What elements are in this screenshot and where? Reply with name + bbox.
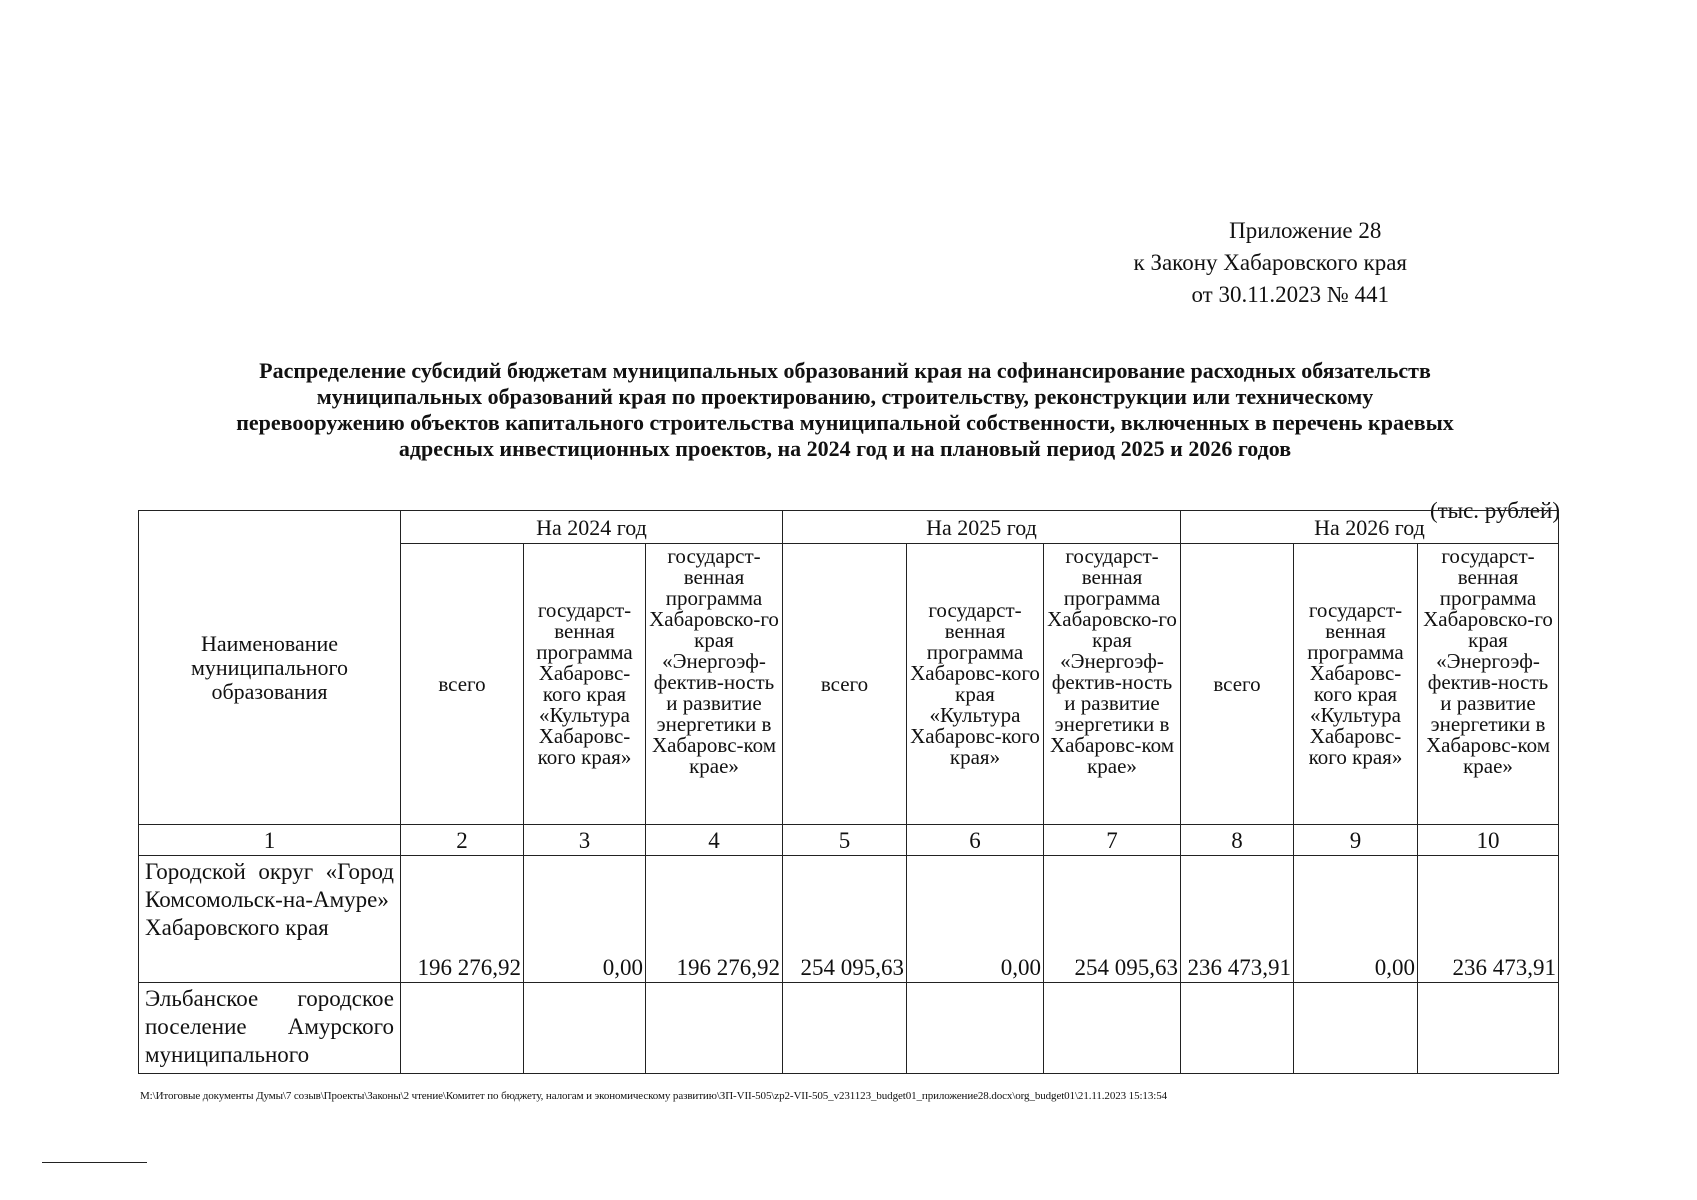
value-cell: 196 276,92	[401, 856, 524, 983]
subheader-total: всего	[783, 544, 907, 825]
subheader-energy-program: государст-венная программа Хабаровско-го края «Энергоэф-фектив-ность и развитие энергетики в Хабаровс-ком крае»	[1418, 544, 1559, 825]
subheader-culture-program: государст-венная программа Хабаровс-кого края «Культура Хабаровс-кого края»	[524, 544, 646, 825]
value-cell: 236 473,91	[1181, 856, 1294, 983]
value-cell	[401, 983, 524, 1074]
value-cell	[1418, 983, 1559, 1074]
subheader-culture-program: государст-венная программа Хабаровс-кого края «Культура Хабаровс-кого края»	[907, 544, 1044, 825]
year-header-2024: На 2024 год	[401, 511, 783, 544]
value-cell: 0,00	[524, 856, 646, 983]
subheader-energy-program: государст-венная программа Хабаровско-го края «Энергоэф-фектив-ность и развитие энергетики в Хабаровс-ком крае»	[1044, 544, 1181, 825]
column-number: 3	[524, 825, 646, 856]
footnote-rule	[42, 1162, 147, 1163]
value-cell	[646, 983, 783, 1074]
column-number: 10	[1418, 825, 1559, 856]
value-cell	[783, 983, 907, 1074]
value-cell: 0,00	[1294, 856, 1418, 983]
appendix-number: Приложение 28	[1229, 218, 1382, 243]
column-number: 1	[139, 825, 401, 856]
column-number: 2	[401, 825, 524, 856]
title-line: Распределение субсидий бюджетам муниципальных образований края на софинансирование расходных обязательств	[259, 358, 1431, 383]
municipality-name: Городской округ «Город Комсомольск-на-Амуре» Хабаровского края	[139, 856, 401, 983]
title-line: адресных инвестиционных проектов, на 2024 год и на плановый период 2025 и 2026 годов	[398, 436, 1292, 461]
subheader-total: всего	[1181, 544, 1294, 825]
title-line: муниципальных образований края по проектированию, строительству, реконструкции или техническому	[316, 384, 1374, 409]
value-cell: 254 095,63	[1044, 856, 1181, 983]
value-cell	[1294, 983, 1418, 1074]
year-header-row	[139, 511, 1559, 544]
subsidy-table	[138, 510, 1559, 1074]
value-cell: 254 095,63	[783, 856, 907, 983]
units-label: (тыс. рублей)	[1429, 498, 1560, 523]
value-cell: 0,00	[907, 856, 1044, 983]
name-column-header: Наименование муниципального образования	[139, 511, 401, 825]
appendix-law-reference: к Закону Хабаровского края	[1133, 250, 1407, 275]
value-cell	[1181, 983, 1294, 1074]
column-number: 9	[1294, 825, 1418, 856]
appendix-date: от 30.11.2023 № 441	[1191, 282, 1390, 307]
value-cell	[907, 983, 1044, 1074]
subheader-total: всего	[401, 544, 524, 825]
year-header-2025: На 2025 год	[783, 511, 1181, 544]
subheader-energy-program: государст-венная программа Хабаровско-го края «Энергоэф-фектив-ность и развитие энергетики в Хабаровс-ком крае»	[646, 544, 783, 825]
value-cell	[524, 983, 646, 1074]
file-path-footer: M:\Итоговые документы Думы\7 созыв\Проекты\Законы\2 чтение\Комитет по бюджету, налогам и экономическому развитию\ЗП-VII-505\zp2-VII-505_v231123_budget01_приложение28.docx\org_budget01\21.11.2023 15:13:54	[140, 1090, 1167, 1102]
value-cell: 236 473,91	[1418, 856, 1559, 983]
document-title	[135, 358, 1555, 462]
appendix-header	[1134, 215, 1407, 311]
column-number: 8	[1181, 825, 1294, 856]
column-number: 6	[907, 825, 1044, 856]
column-number-row	[139, 825, 1559, 856]
title-line: перевооружению объектов капитального строительства муниципальной собственности, включенных в перечень краевых	[236, 410, 1454, 435]
subheader-culture-program: государст-венная программа Хабаровс-кого края «Культура Хабаровс-кого края»	[1294, 544, 1418, 825]
value-cell	[1044, 983, 1181, 1074]
value-cell: 196 276,92	[646, 856, 783, 983]
table-row	[139, 856, 1559, 983]
year-header-2026: На 2026 год	[1181, 511, 1559, 544]
column-number: 7	[1044, 825, 1181, 856]
table-row	[139, 983, 1559, 1074]
column-number: 5	[783, 825, 907, 856]
column-number: 4	[646, 825, 783, 856]
municipality-name: Эльбанское городское поселение Амурского муниципального	[139, 983, 401, 1074]
